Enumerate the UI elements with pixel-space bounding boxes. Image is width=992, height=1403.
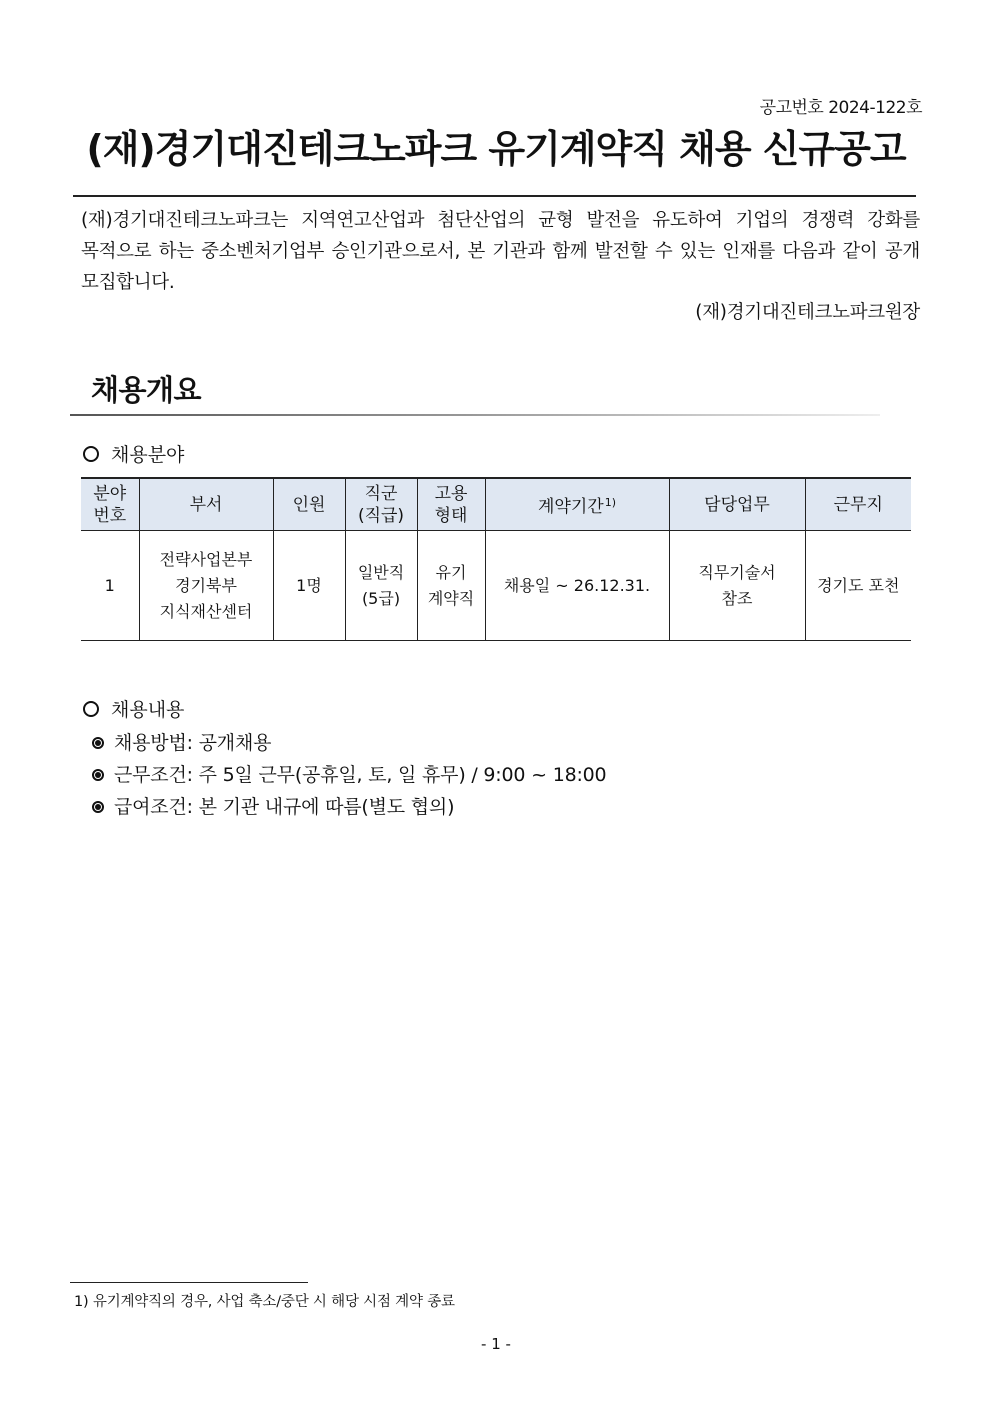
table-cell (805, 531, 911, 641)
list-item (92, 727, 606, 759)
table-cell-line: 계약직 (427, 588, 475, 608)
table-cell-line: 참조 (721, 588, 753, 608)
table-cell-line: 1 (104, 575, 115, 595)
footnote-divider (70, 1282, 308, 1283)
content-list (92, 727, 606, 823)
table-cell-line: (5급) (361, 588, 401, 608)
signature: (재)경기대진테크노파크원장 (695, 302, 920, 323)
header-cell-line: 근무지 (833, 494, 883, 515)
list-item (92, 759, 606, 791)
page-number: - 1 - (481, 1335, 511, 1353)
table-cell (345, 531, 417, 641)
table-body (81, 531, 911, 641)
table-header-cell (81, 478, 139, 531)
list-item-text: 근무조건: 주 5일 근무(공휴일, 토, 일 휴무) / 9:00 ~ 18:00 (114, 764, 607, 786)
table-cell (669, 531, 805, 641)
section-divider (70, 414, 880, 416)
recruitment-table (81, 477, 911, 641)
table-cell-line: 유기 (435, 562, 467, 582)
table-cell-line: 직무기술서 (698, 562, 776, 582)
table-cell-line: 경기도 포천 (817, 575, 900, 595)
table-cell (485, 531, 669, 641)
section-heading-overview: 채용개요 (91, 373, 202, 407)
header-cell-line: 직군 (364, 483, 398, 504)
intro-paragraph: (재)경기대진테크노파크는 지역연고산업과 첨단산업의 균형 발전을 유도하여 기업의 경쟁력 강화를 목적으로 하는 중소벤처기업부 승인기관으로서, 본 기관과 함께 발전할 수 있는 인재를 다음과 같이 공개 모집합니다. (81, 210, 920, 293)
notice-number: 공고번호 2024-122호 (759, 98, 922, 118)
header-cell-line: 분야 (93, 483, 127, 504)
header-cell-line: (직급) (357, 505, 405, 526)
footnote-ref: 1) (604, 495, 616, 509)
table-header-cell (139, 478, 273, 531)
subheading-field (83, 440, 184, 467)
title-divider (73, 195, 916, 197)
table-header-cell (485, 478, 669, 531)
table-cell-line: 지식재산센터 (159, 601, 253, 621)
bullet-icon (92, 801, 104, 813)
table-cell-line: 채용일 ~ 26.12.31. (503, 575, 651, 595)
header-cell-line: 담당업무 (704, 494, 770, 515)
table-header-cell (345, 478, 417, 531)
table-row (81, 531, 911, 641)
circle-icon (83, 446, 99, 462)
table-header-row (81, 478, 911, 531)
header-cell-line-wrap (486, 492, 669, 518)
list-item (92, 791, 606, 823)
header-cell-line: 고용 (434, 483, 468, 504)
subheading-field-label: 채용분야 (111, 444, 185, 466)
table-header-cell (669, 478, 805, 531)
header-cell-line: 부서 (189, 494, 223, 515)
table-cell (417, 531, 485, 641)
table-cell-line: 일반직 (357, 562, 405, 582)
bullet-icon (92, 737, 104, 749)
header-cell-line: 형태 (434, 505, 468, 526)
header-cell-line: 번호 (93, 505, 127, 526)
header-cell-line: 계약기간 (538, 496, 604, 517)
list-item-text: 채용방법: 공개채용 (114, 732, 272, 754)
table-cell-line: 1명 (296, 575, 322, 595)
list-item-text: 급여조건: 본 기관 내규에 따름(별도 협의) (114, 796, 455, 818)
header-cell-line: 인원 (292, 494, 326, 515)
table-header-cell (273, 478, 345, 531)
table-cell (81, 531, 139, 641)
table-cell-line: 전략사업본부 (159, 549, 253, 569)
table-cell-line: 경기북부 (175, 575, 237, 595)
page-title: (재)경기대진테크노파크 유기계약직 채용 신규공고 (86, 127, 906, 171)
circle-icon (83, 701, 99, 717)
subheading-content (83, 695, 184, 722)
table-cell (273, 531, 345, 641)
table-header-cell (417, 478, 485, 531)
table-header-cell (805, 478, 911, 531)
bullet-icon (92, 769, 104, 781)
table-cell (139, 531, 273, 641)
footnote: 1) 유기계약직의 경우, 사업 축소/중단 시 해당 시점 계약 종료 (74, 1294, 455, 1310)
subheading-content-label: 채용내용 (111, 699, 185, 721)
